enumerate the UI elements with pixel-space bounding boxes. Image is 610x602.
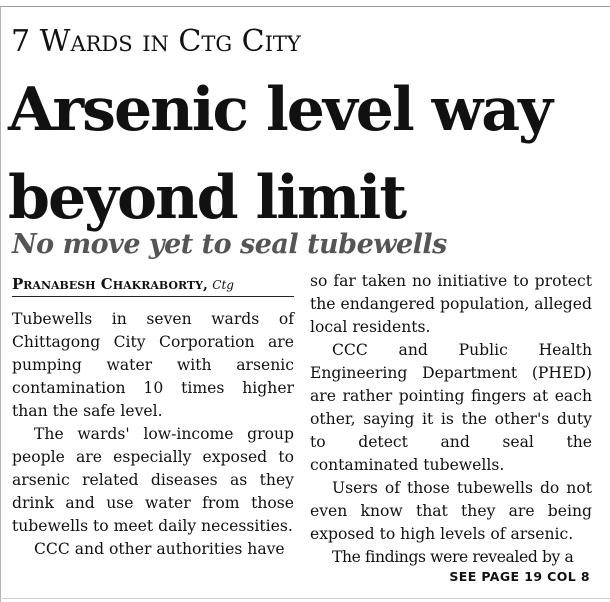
headline-line-1: Arsenic level way — [8, 75, 552, 145]
byline-divider — [12, 296, 294, 297]
paragraph: so far taken no initiative to protect the endangered population, alleged local residents. — [310, 272, 592, 336]
article-column-2 — [310, 270, 592, 569]
paragraph: CCC and Public Health Engineering Department (PHED) are rather pointing fingers at each other, saying it is the other's duty to detect and seal the contaminated tubewells. — [310, 341, 592, 474]
paragraph: The wards' low-income group people are especially exposed to arsenic related diseases as they drink and use water from those tubewells to meet daily necessities. — [12, 425, 294, 535]
paragraph: Users of those tubewells do not even know that they are being exposed to high levels of arsenic. — [310, 479, 592, 543]
continued-on-page-link[interactable]: SEE PAGE 19 COL 8 — [449, 569, 590, 584]
paragraph: CCC and other authorities have — [34, 540, 285, 558]
paragraph: The findings were revealed by a — [332, 548, 574, 566]
top-border-rule — [0, 6, 610, 7]
byline-place: Ctg — [212, 278, 234, 292]
article-kicker: 7 Wards in Ctg City — [11, 24, 301, 59]
byline-author: Pranabesh Chakraborty — [12, 275, 203, 293]
article-subhead: No move yet to seal tubewells — [12, 229, 447, 260]
bottom-border-rule — [0, 598, 610, 599]
paragraph: Tubewells in seven wards of Chittagong City Corporation are pumping water with arsenic contamination 10 times higher than the safe level. — [12, 310, 294, 420]
byline-separator: , — [202, 277, 208, 293]
article-headline — [8, 66, 608, 242]
byline — [12, 275, 294, 294]
left-border-rule — [0, 6, 1, 602]
headline-line-2: beyond limit — [8, 163, 406, 233]
article-column-1 — [12, 308, 294, 561]
